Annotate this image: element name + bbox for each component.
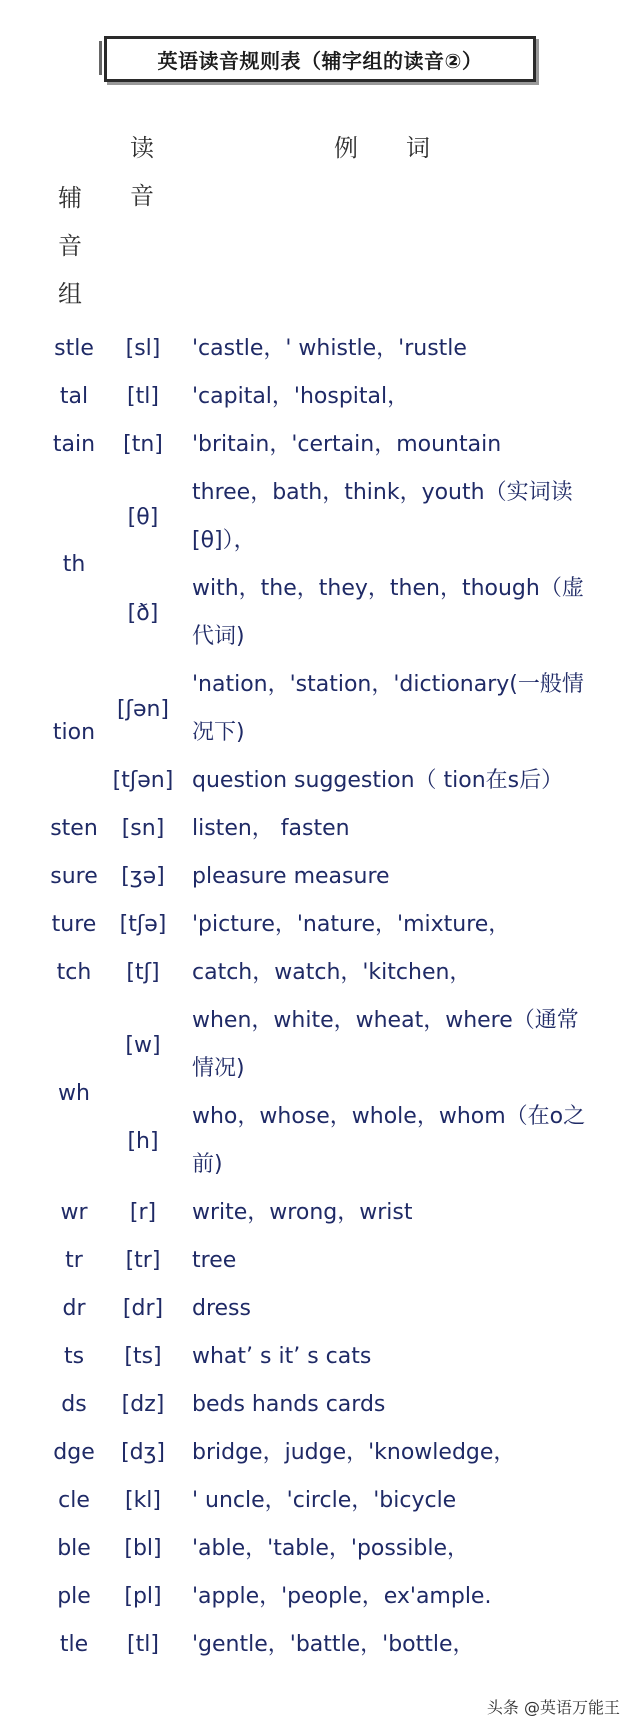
table-row [0,1237,640,1285]
pron-cell: [tʃ] [126,960,160,985]
example-cell: catch，watch，'kitchen， [192,960,472,985]
group-cell: tain [52,432,96,457]
table-row [0,1621,640,1669]
group-cell: sten [50,816,98,841]
table-row [0,373,640,421]
example-tion-2: question suggestion（ tion在s后） [192,768,564,793]
group-cell: wr [60,1200,88,1225]
example-cell: ' uncle，'circle，'bicycle [192,1488,457,1513]
example-wh-1a: when，white，wheat，where（通常 [192,1008,579,1033]
example-tion-1b: 况下) [192,720,245,745]
header-group-3: 组 [58,280,82,308]
group-cell: cle [58,1488,90,1513]
group-cell: tr [65,1248,83,1273]
example-wh-2b: 前) [192,1152,223,1177]
table-row [0,1189,640,1237]
page-title: 英语读音规则表（辅字组的读音②） [157,48,483,73]
table-row [0,1525,640,1573]
title-box [104,36,536,82]
example-th-2a: with，the，they，then，though（虚 [192,576,584,601]
group-cell: ple [57,1584,91,1609]
example-cell: tree [192,1248,237,1273]
group-cell: stle [54,336,94,361]
example-cell: 'able，'table，'possible， [192,1536,470,1561]
pron-cell-th-2: [ð] [127,601,159,626]
group-cell: sure [50,864,98,889]
group-cell: ts [63,1344,85,1369]
example-cell: dress [192,1296,251,1321]
pron-cell-wh-1: [w] [125,1033,161,1058]
title-decoration [99,41,102,75]
pron-cell: [dʒ] [121,1440,165,1465]
pron-cell: [tl] [127,1632,159,1657]
pron-cell: [sn] [121,816,165,841]
pron-cell-tion-1: [ʃən] [116,697,170,722]
table-row [0,325,640,373]
pron-cell: [tn] [123,432,163,457]
example-cell: 'picture，'nature，'mixture， [192,912,511,937]
group-cell-tion: tion [52,720,96,745]
pron-cell-wh-2: [h] [127,1129,159,1154]
table-row [0,1429,640,1477]
group-cell: tle [59,1632,89,1657]
group-cell: ture [51,912,97,937]
watermark-text: 头条 @英语万能王 [486,1698,620,1717]
group-cell-wh: wh [58,1081,90,1106]
group-cell: dr [62,1296,86,1321]
example-wh-2a: who，whose，whole，whom（在o之 [192,1104,586,1129]
group-cell: tal [59,384,89,409]
group-cell: dge [53,1440,95,1465]
header-examples: 例 词 [334,134,430,162]
group-cell: ds [61,1392,87,1417]
table-row [0,901,640,949]
table-row [0,1573,640,1621]
pron-cell-tion-2: [tʃən] [112,768,174,793]
group-cell: tch [56,960,92,985]
example-th-2b: 代词) [192,624,245,649]
example-cell: beds hands cards [192,1392,386,1417]
header-pron-2: 音 [130,182,154,210]
pron-cell: [tl] [127,384,159,409]
table-row [0,421,640,469]
pron-cell: [bl] [124,1536,162,1561]
table-row [0,949,640,997]
example-cell: 'britain，'certain，mountain [192,432,502,457]
example-cell: 'capital，'hospital， [192,384,410,409]
pron-cell: [tʃə] [119,912,167,937]
pron-cell: [sl] [125,336,161,361]
pron-cell: [ts] [124,1344,162,1369]
table-row [0,1285,640,1333]
example-cell: 'castle，' whistle，'rustle [192,336,467,361]
example-th-1b: [θ]）， [192,528,256,553]
pron-cell-th-1: [θ] [127,505,159,530]
example-tion-1a: 'nation，'station，'dictionary(一般情 [192,672,584,697]
example-cell: write，wrong，wrist [192,1200,413,1225]
pron-cell: [kl] [124,1488,162,1513]
group-cell-th: th [62,552,86,577]
example-cell: listen， fasten [192,816,350,841]
example-th-1a: three，bath，think，youth（实词读 [192,480,573,505]
pron-cell: [pl] [124,1584,162,1609]
table-row [0,805,640,853]
example-wh-1b: 情况) [192,1056,245,1081]
header-group-1: 辅 [58,184,82,212]
table-row [0,1333,640,1381]
example-cell: 'gentle，'battle，'bottle， [192,1632,475,1657]
example-cell: pleasure measure [192,864,390,889]
pron-cell: [tr] [125,1248,161,1273]
table-row [0,1477,640,1525]
example-cell: 'apple，'people，ex'ample. [192,1584,492,1609]
pron-cell: [ʒə] [121,864,165,889]
pron-cell: [dr] [122,1296,164,1321]
header-group-2: 音 [58,232,82,260]
pron-cell: [r] [129,1200,157,1225]
table-row [0,853,640,901]
header-pron-1: 读 [130,134,154,162]
group-cell: ble [57,1536,91,1561]
table-row [0,1381,640,1429]
example-cell: bridge，judge，'knowledge， [192,1440,516,1465]
pron-cell: [dz] [121,1392,165,1417]
example-cell: what’ s it’ s cats [192,1344,372,1369]
